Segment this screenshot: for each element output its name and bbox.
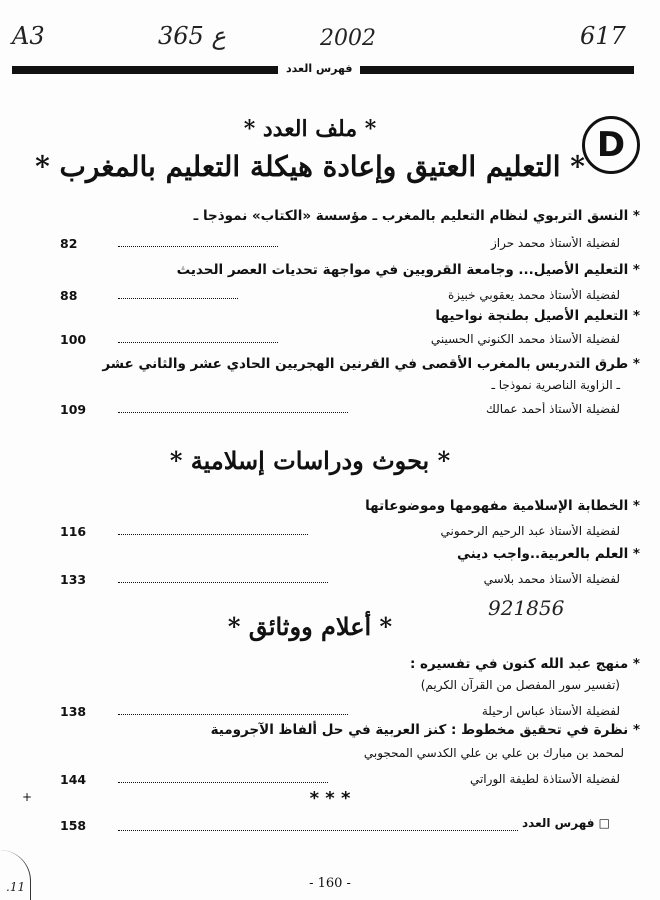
entry-title: * نظرة في تحقيق مخطوط : كنز العربية في حل ألفاظ الآجرومية (210, 722, 640, 738)
entry-page-number: 138 (60, 704, 87, 719)
handwritten-a3: A3 (12, 22, 45, 50)
entry-page-number: 88 (60, 288, 78, 303)
entry-subtitle: (تفسير سور المفصل من القرآن الكريم) (420, 678, 620, 692)
entry-author: لفضيلة الأستاذ عباس ارحيلة (481, 704, 620, 718)
separator-stars: * * * (309, 788, 351, 809)
entry-author: لفضيلة الأستاذة لطيفة الوراتي (469, 772, 620, 786)
entry-title: * منهج عبد الله كنون في تفسيره : (409, 656, 640, 672)
dot-leader (118, 412, 348, 413)
entry-page-number: 133 (60, 572, 87, 587)
footer-index-entry: □ فهرس العدد (522, 816, 610, 830)
entry-title: * النسق التربوي لنظام التعليم بالمغرب ـ مؤسسة «الكتاب» نموذجا ـ (193, 208, 640, 224)
entry-page-number: 116 (60, 524, 87, 539)
circled-d-badge: D (582, 116, 640, 174)
entry-title: * التعليم الأصيل... وجامعة القرويين في مواجهة تحديات العصر الحديث (176, 262, 640, 278)
handwritten-year: 2002 (320, 26, 376, 51)
dot-leader (118, 298, 238, 299)
entry-page-number: 82 (60, 236, 78, 251)
entry-author: لفضيلة الأستاذ محمد الكنوني الحسيني (430, 332, 620, 346)
dot-leader (118, 830, 518, 831)
handwritten-reference: 365 ع (158, 22, 226, 50)
entry-subtitle: لمحمد بن مبارك بن علي بن علي الكدسي المحجوبي (363, 746, 624, 760)
dot-leader (118, 582, 328, 583)
header-label: فهرس العدد (278, 62, 360, 75)
handwritten-number: 921856 (488, 596, 565, 620)
page-number: - 160 - (309, 876, 351, 891)
entry-title: * طرق التدريس بالمغرب الأقصى في القرنين الهجريين الحادي عشر والثاني عشر (102, 356, 640, 372)
handwritten-617: 617 (580, 22, 626, 50)
entry-author: لفضيلة الأستاذ أحمد عمالك (486, 402, 620, 416)
section-1-title: * التعليم العتيق وإعادة هيكلة التعليم بالمغرب * (35, 150, 585, 183)
entry-author: لفضيلة الأستاذ محمد حراز (490, 236, 620, 250)
entry-title: * الخطابة الإسلامية مفهومها وموضوعاتها (365, 498, 640, 514)
entry-page-number: 100 (60, 332, 87, 347)
entry-author: لفضيلة الأستاذ محمد يعقوبي خبيزة (448, 288, 620, 302)
section-1-top-title: * ملف العدد * (243, 116, 377, 142)
entry-author: لفضيلة الأستاذ عبد الرحيم الرحموني (440, 524, 620, 538)
entry-title: * التعليم الأصيل بطنجة نواحيها (435, 308, 640, 324)
dot-leader (118, 782, 328, 783)
footer-index-page: 158 (60, 818, 87, 833)
entry-title: * العلم بالعربية..واجب ديني (456, 546, 640, 562)
section-3-title: * أعلام ووثائق * (227, 612, 393, 641)
entry-page-number: 109 (60, 402, 87, 417)
dot-leader (118, 534, 308, 535)
margin-plus-mark: + (22, 790, 33, 804)
section-2-title: * بحوث ودراسات إسلامية * (169, 446, 451, 475)
entry-subtitle: ـ الزاوية الناصرية نموذجا ـ (491, 378, 620, 392)
corner-mark: .11 (6, 880, 26, 894)
dot-leader (118, 714, 348, 715)
entry-author: لفضيلة الأستاذ محمد بلاسي (483, 572, 620, 586)
entry-page-number: 144 (60, 772, 87, 787)
